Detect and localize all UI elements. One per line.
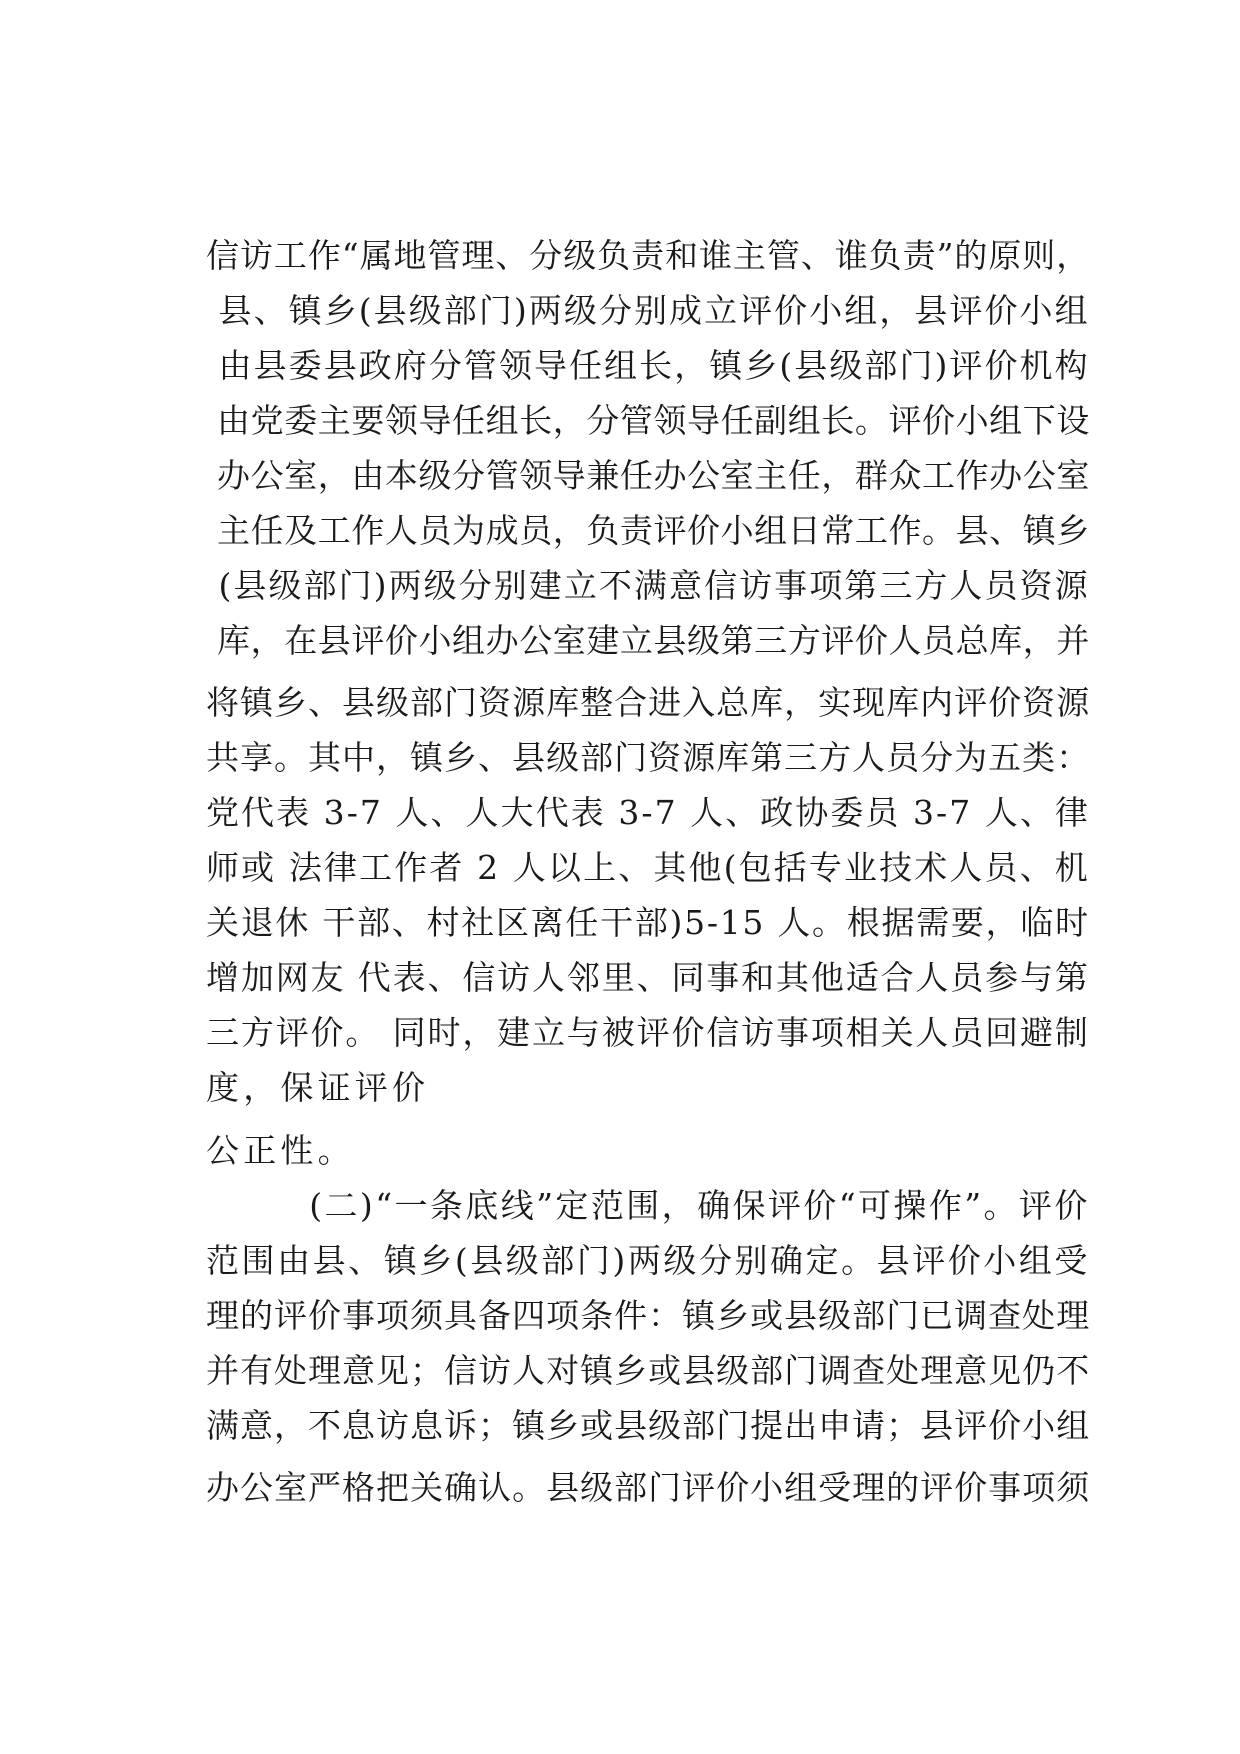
text-line: 理的评价事项须具备四项条件：镇乡或县级部门已调查处理	[206, 1296, 1091, 1335]
text-line: 由党委主要领导任组长，分管领导任副组长。评价小组下设	[206, 401, 1090, 440]
text-line: 度，保证评价	[206, 1068, 430, 1107]
text-line: 师或 法律工作者 2 人以上、其他(包括专业技术人员、机	[206, 848, 1090, 887]
text-line: 主任及工作人员为成员，负责评价小组日常工作。县、镇乡	[206, 511, 1090, 550]
text-line: (县级部门)两级分别建立不满意信访事项第三方人员资源	[206, 566, 1090, 605]
text-line: 增加网友 代表、信访人邻里、同事和其他适合人员参与第	[206, 958, 1090, 997]
text-line: 县、镇乡(县级部门)两级分别成立评价小组，县评价小组	[206, 291, 1090, 330]
text-line: 将镇乡、县级部门资源库整合进入总库，实现库内评价资源	[206, 683, 1091, 722]
text-line: 办公室，由本级分管领导兼任办公室主任，群众工作办公室	[206, 456, 1090, 495]
text-line: 党代表 3-7 人、人大代表 3-7 人、政协委员 3-7 人、律	[206, 793, 1090, 832]
text-line: 公正性。	[206, 1131, 355, 1170]
text-line: 满意，不息访息诉；镇乡或县级部门提出申请；县评价小组	[206, 1406, 1091, 1445]
text-line: 信访工作“属地管理、分级负责和谁主管、谁负责”的原则，	[206, 236, 1091, 275]
text-line: (二)“一条底线”定范围，确保评价“可操作”。评价	[206, 1186, 1090, 1225]
text-line: 关退休 干部、村社区离任干部)5-15 人。根据需要，临时	[206, 903, 1090, 942]
text-line: 库，在县评价小组办公室建立县级第三方评价人员总库，并	[206, 621, 1090, 660]
text-line: 共享。其中，镇乡、县级部门资源库第三方人员分为五类：	[206, 738, 1091, 777]
text-line: 由县委县政府分管领导任组长，镇乡(县级部门)评价机构	[206, 346, 1090, 385]
text-line: 并有处理意见；信访人对镇乡或县级部门调查处理意见仍不	[206, 1351, 1091, 1390]
text-line: 办公室严格把关确认。县级部门评价小组受理的评价事项须	[206, 1468, 1091, 1507]
text-line: 三方评价。 同时，建立与被评价信访事项相关人员回避制	[206, 1013, 1090, 1052]
text-line: 范围由县、镇乡(县级部门)两级分别确定。县评价小组受	[206, 1241, 1090, 1280]
